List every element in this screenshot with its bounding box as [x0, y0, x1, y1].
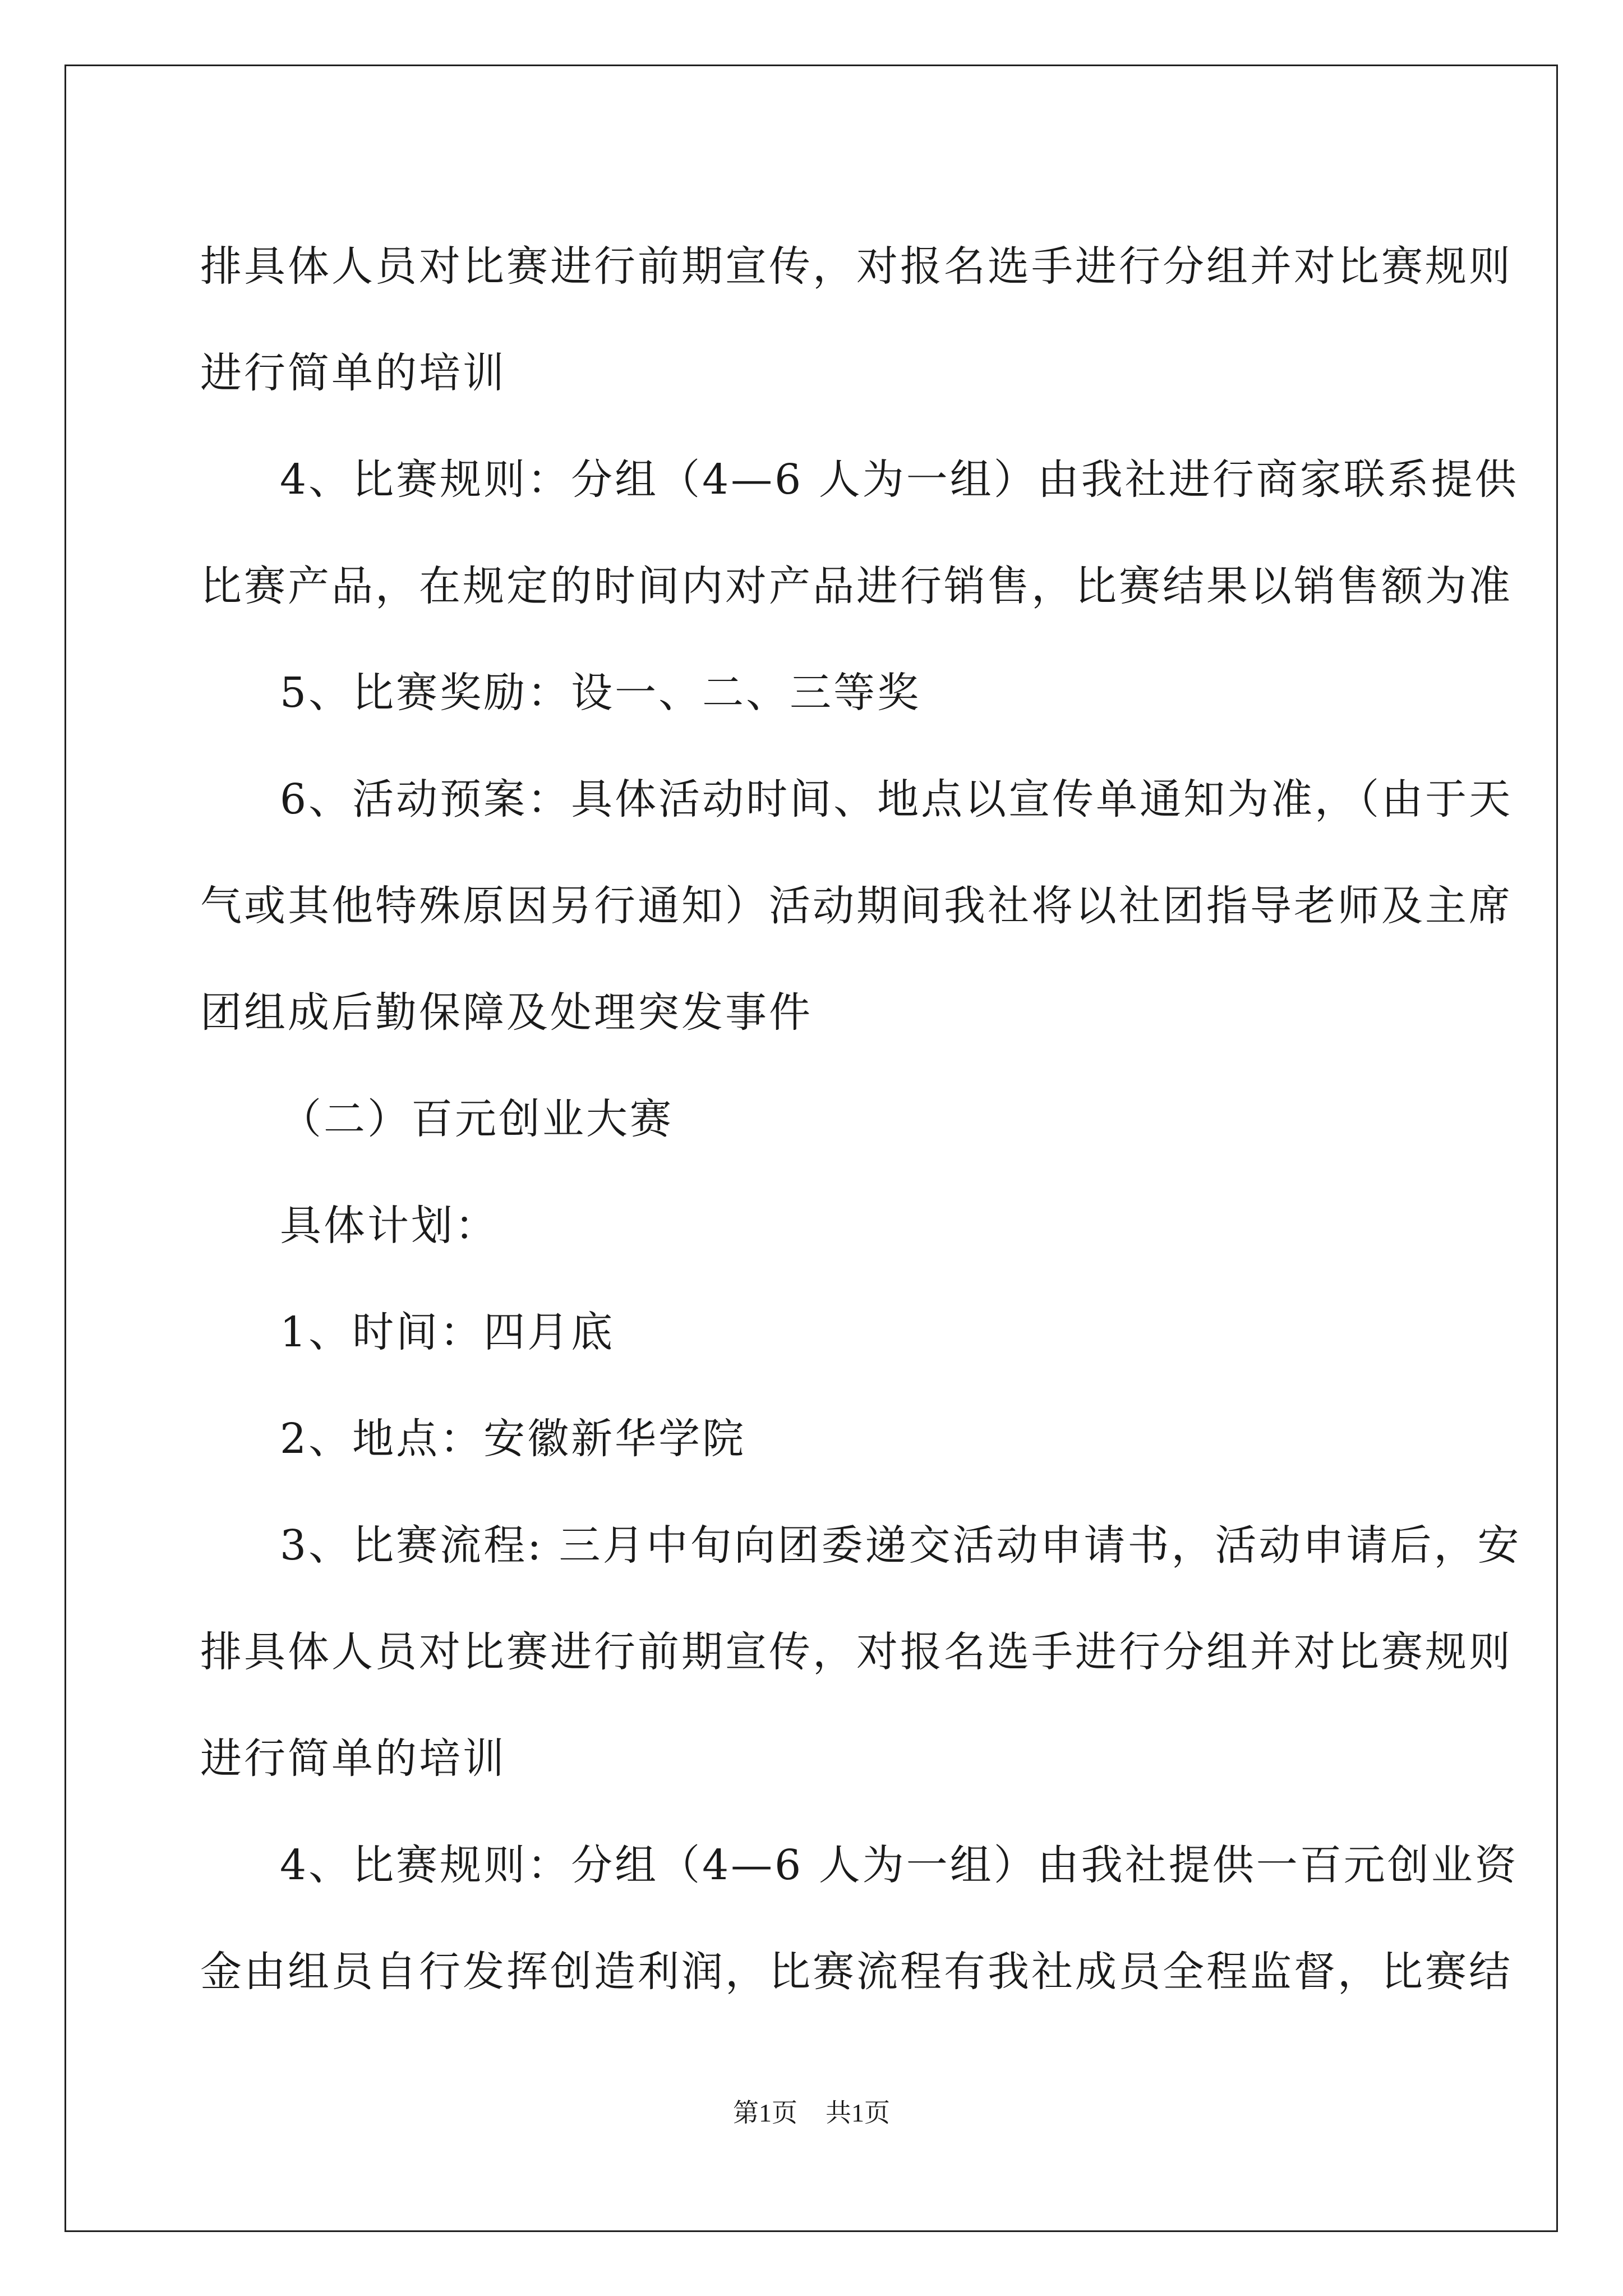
text-line: 6、活动预案：具体活动时间、地点以宣传单通知为准，（由于天: [280, 775, 1513, 823]
text-line: 比赛产品，在规定的时间内对产品进行销售，比赛结果以销售额为准: [200, 562, 1513, 610]
text-line: 金由组员自行发挥创造利润，比赛流程有我社成员全程监督，比赛结: [200, 1948, 1513, 1996]
text-line: 排具体人员对比赛进行前期宣传，对报名选手进行分组并对比赛规则: [200, 242, 1513, 291]
page-footer: [0, 2092, 1623, 2129]
text-line: 4、比赛规则：分组（4—6 人为一组）由我社进行商家联系提供: [280, 455, 1519, 504]
document-body: [200, 213, 1521, 2025]
text-line: 团组成后勤保障及处理突发事件: [200, 988, 813, 1037]
section-heading: （二）百元创业大赛: [280, 1095, 674, 1143]
text-line: 5、比赛奖励：设一、二、三等奖: [280, 669, 921, 717]
text-line: 2、地点：安徽新华学院: [280, 1415, 746, 1463]
text-line: 进行简单的培训: [200, 1734, 506, 1783]
text-line: 进行简单的培训: [200, 349, 506, 397]
text-line: 3、比赛流程: 三月中旬向团委递交活动申请书，活动申请后，安: [280, 1521, 1521, 1570]
text-line: 1、时间：四月底: [280, 1308, 615, 1356]
text-line: 气或其他特殊原因另行通知）活动期间我社将以社团指导老师及主席: [200, 882, 1513, 930]
page-total: 共1页: [826, 2099, 890, 2127]
text-line: 排具体人员对比赛进行前期宣传，对报名选手进行分组并对比赛规则: [200, 1628, 1513, 1676]
page-number: 第1页: [733, 2099, 797, 2127]
text-line: 具体计划：: [280, 1202, 499, 1250]
text-line: 4、比赛规则：分组（4—6 人为一组）由我社提供一百元创业资: [280, 1841, 1519, 1889]
